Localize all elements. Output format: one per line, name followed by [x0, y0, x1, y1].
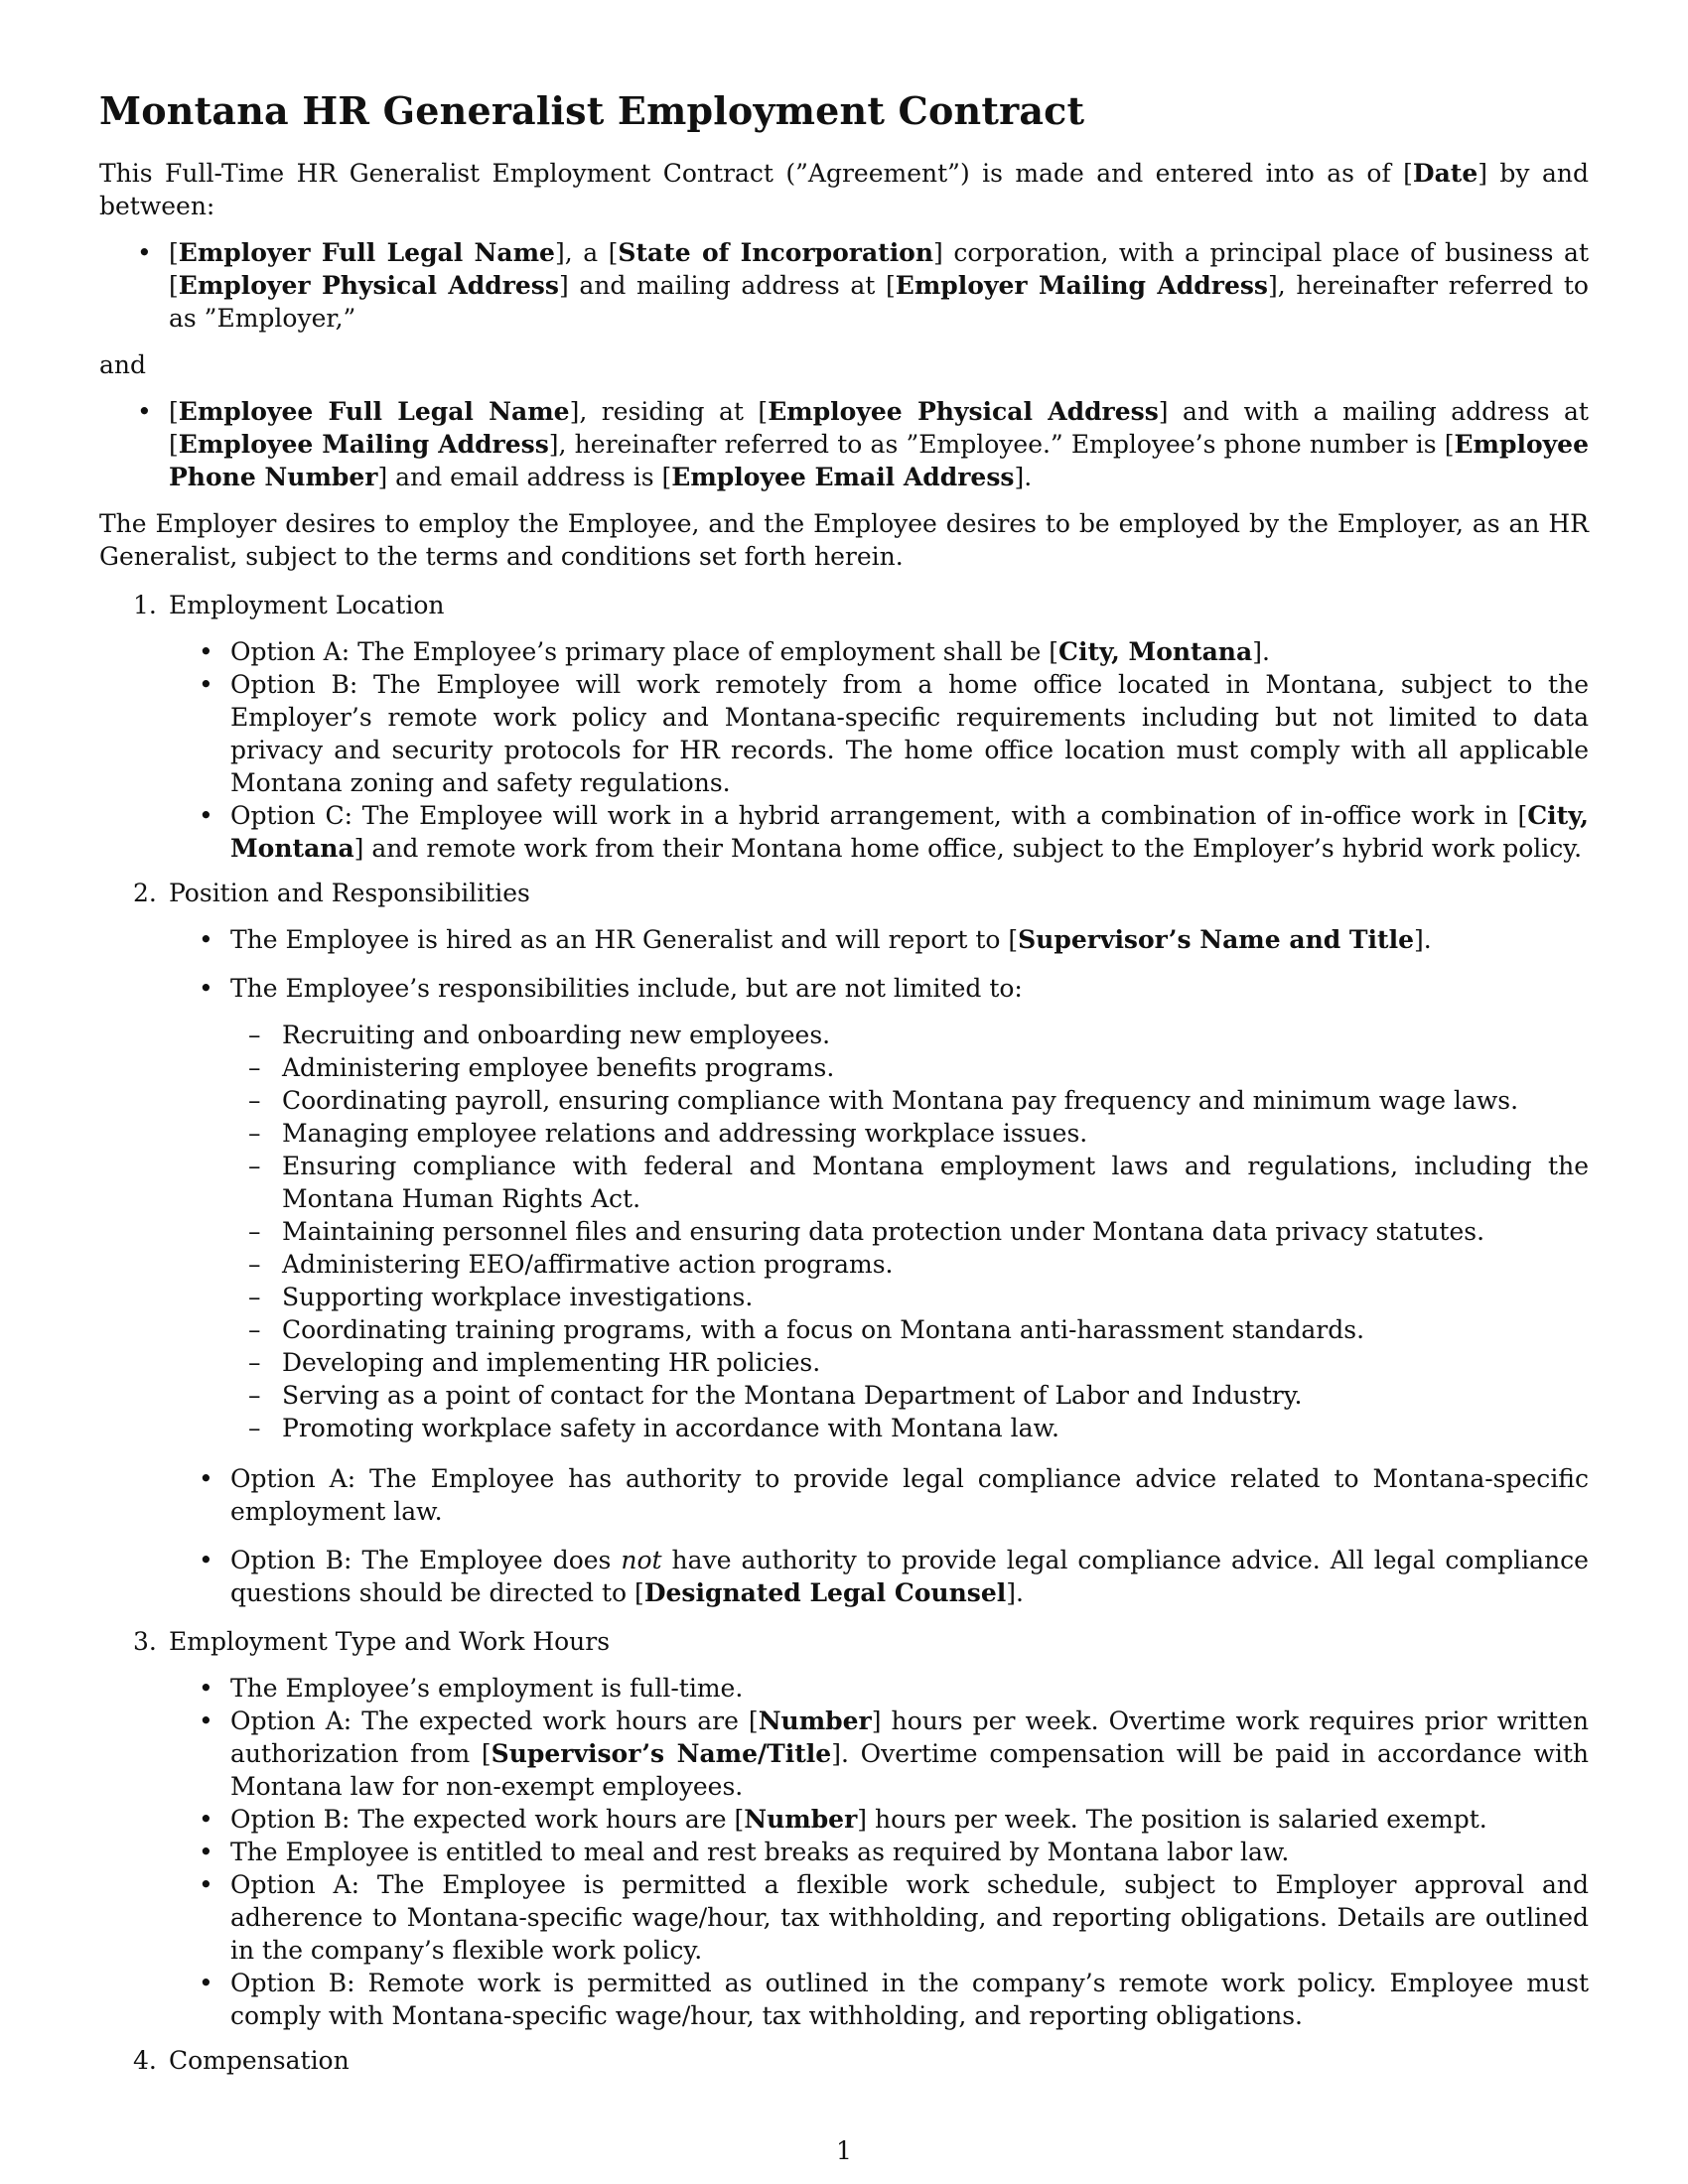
- breaks-statement: • The Employee is entitled to meal and rest breaks as required by Montana labor law.: [169, 1836, 1589, 1868]
- duty-item: – Administering EEO/affirmative action programs.: [230, 1248, 1589, 1281]
- section-position-responsibilities: [99, 877, 1589, 1609]
- employee-party: • [Employee Full Legal Name], residing at [Employee Physical Address] and with a mailing address at [Employee Mailing Address], hereinafter referred to as ”Employee.” Employee’s phone number is [Employee Phone Number] and email address is [Employee Email Address].: [99, 395, 1589, 493]
- legal-advice-option-b: • Option B: The Employee does not have authority to provide legal compliance advice. All legal compliance questions should be directed to [Designated Legal Counsel].: [169, 1544, 1589, 1609]
- date-placeholder: Date: [1412, 159, 1478, 188]
- flex-option-a: • Option A: The Employee is permitted a flexible work schedule, subject to Employer approval and adherence to Montana-specific wage/hour, tax withholding, and reporting obligations. Details are outlined in the company’s flexible work policy.: [169, 1868, 1589, 1967]
- location-options: [169, 635, 1589, 865]
- section-title: Compensation: [169, 2046, 350, 2075]
- duty-item: – Serving as a point of contact for the Montana Department of Labor and Industry.: [230, 1379, 1589, 1412]
- hours-option-b: • Option B: The expected work hours are [Number] hours per week. The position is salaried exempt.: [169, 1803, 1589, 1836]
- duty-item: – Ensuring compliance with federal and Montana employment laws and regulations, including the Montana Human Rights Act.: [230, 1150, 1589, 1215]
- location-option-a: • Option A: The Employee’s primary place of employment shall be [City, Montana].: [169, 635, 1589, 668]
- section-title: Employment Type and Work Hours: [169, 1627, 611, 1656]
- duty-item: – Recruiting and onboarding new employees.: [230, 1019, 1589, 1051]
- employer-party-list: [99, 236, 1589, 335]
- document-page: [99, 87, 1589, 2091]
- duty-item: – Coordinating payroll, ensuring compliance with Montana pay frequency and minimum wage laws.: [230, 1084, 1589, 1117]
- section-number: 2.: [133, 879, 157, 907]
- fulltime-statement: • The Employee’s employment is full-time.: [169, 1672, 1589, 1705]
- duty-item: – Administering employee benefits programs.: [230, 1051, 1589, 1084]
- duty-item: – Maintaining personnel files and ensuring data protection under Montana data privacy statutes.: [230, 1215, 1589, 1248]
- duty-item: – Coordinating training programs, with a focus on Montana anti-harassment standards.: [230, 1313, 1589, 1346]
- contract-sections: [99, 589, 1589, 2077]
- section-number: 1.: [133, 591, 157, 619]
- section-compensation: [99, 2044, 1589, 2077]
- flex-option-b: • Option B: Remote work is permitted as outlined in the company’s remote work policy. Employee must comply with Montana-specific wage/hour, tax withholding, and reporting obligations.: [169, 1967, 1589, 2032]
- section-employment-type-hours: [99, 1625, 1589, 2032]
- document-title: Montana HR Generalist Employment Contract: [99, 88, 1085, 133]
- section-number: 3.: [133, 1627, 157, 1656]
- section-employment-location: [99, 589, 1589, 865]
- section-title: Employment Location: [169, 591, 445, 619]
- responsibilities-item: • The Employee’s responsibilities include, but are not limited to: – Recruiting and onboarding new employees. – Administering employee benefits programs. – Coordinating payroll, ensuring compliance with Montana pay frequency and minimum wage laws. – Managing employee relations and addressing workplace issues. – Ensuring compliance with federal and Montana employment laws and regulations, including the Montana Human Rights Act. – Maintaining personnel files and ensuring data protection under Montana data privacy statutes. – Administering EEO/affirmative action programs. – Supporting workplace investigations. – Coordinating training programs, with a focus on Montana anti-harassment standards. – Developing and implementing HR policies. – Serving as a point of contact for the Montana Department of Labor and Industry. – Promoting workplace safety in accordance with Montana law.: [169, 972, 1589, 1444]
- position-items: [169, 923, 1589, 1609]
- intro-paragraph: This Full-Time HR Generalist Employment Contract (”Agreement”) is made and entered into as of [Date] by and between:: [99, 159, 1589, 220]
- duties-list: [230, 1019, 1589, 1444]
- section-number: 4.: [133, 2046, 157, 2075]
- employee-party-list: [99, 395, 1589, 493]
- hours-option-a: • Option A: The expected work hours are [Number] hours per week. Overtime work requires prior written authorization from [Supervisor’s Name/Title]. Overtime compensation will be paid in accordance with Montana law for non-exempt employees.: [169, 1705, 1589, 1803]
- reporting-line: • The Employee is hired as an HR Generalist and will report to [Supervisor’s Name and Title].: [169, 923, 1589, 956]
- duty-item: – Supporting workplace investigations.: [230, 1281, 1589, 1313]
- legal-advice-option-a: • Option A: The Employee has authority to provide legal compliance advice related to Montana-specific employment law.: [169, 1462, 1589, 1528]
- location-option-b: • Option B: The Employee will work remotely from a home office located in Montana, subject to the Employer’s remote work policy and Montana-specific requirements including but not limited to data privacy and security protocols for HR records. The home office location must comply with all applicable Montana zoning and safety regulations.: [169, 668, 1589, 799]
- location-option-c: • Option C: The Employee will work in a hybrid arrangement, with a combination of in-office work in [City, Montana] and remote work from their Montana home office, subject to the Employer’s hybrid work policy.: [169, 799, 1589, 865]
- page-number: 1: [836, 2136, 852, 2165]
- and-connector: and: [99, 350, 147, 379]
- duty-item: – Promoting workplace safety in accordance with Montana law.: [230, 1412, 1589, 1444]
- duty-item: – Developing and implementing HR policies.: [230, 1346, 1589, 1379]
- section-title: Position and Responsibilities: [169, 879, 530, 907]
- employer-party: • [Employer Full Legal Name], a [State of Incorporation] corporation, with a principal place of business at [Employer Physical Address] and mailing address at [Employer Mailing Address], hereinafter referred to as ”Employer,”: [99, 236, 1589, 335]
- hours-items: [169, 1672, 1589, 2032]
- duty-item: – Managing employee relations and addressing workplace issues.: [230, 1117, 1589, 1150]
- purpose-paragraph: The Employer desires to employ the Employee, and the Employee desires to be employed by the Employer, as an HR Generalist, subject to the terms and conditions set forth herein.: [99, 509, 1589, 571]
